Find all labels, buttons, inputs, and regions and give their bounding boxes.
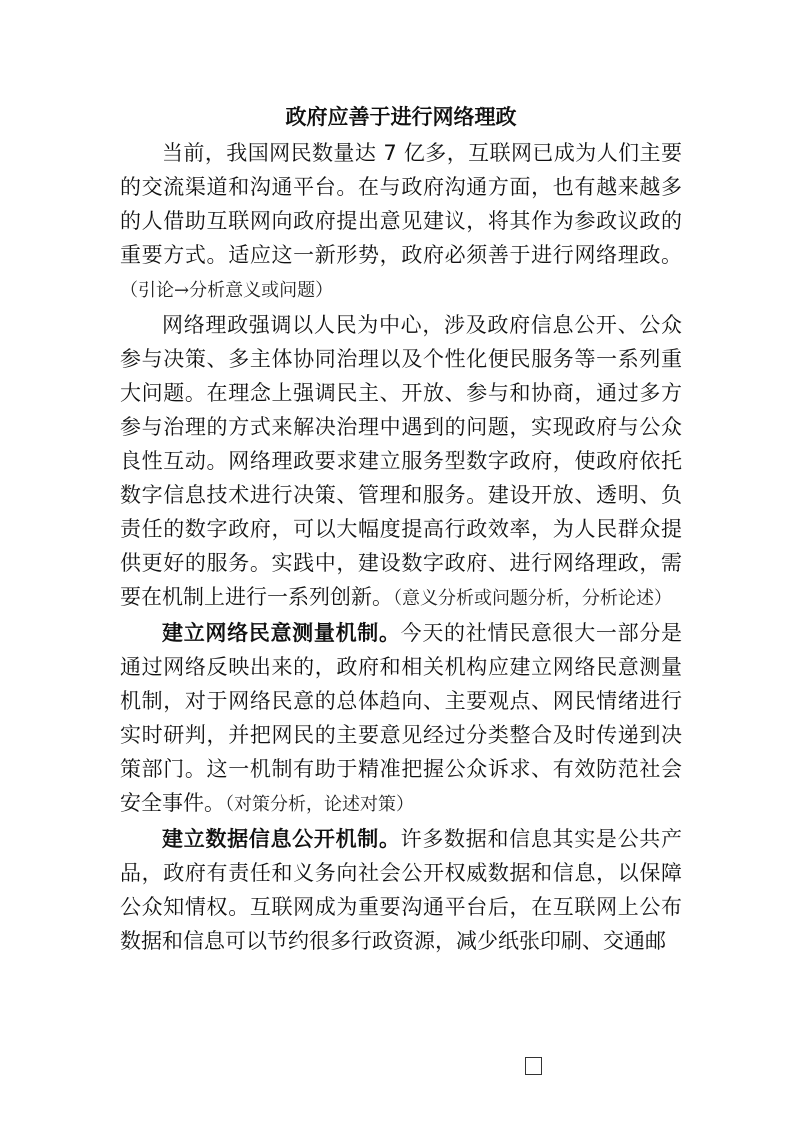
paragraph-text: 许多数据和信息其实是公共产品，政府有责任和义务向社会公开权威数据和信息，以保障公众知情权。互联网成为重要沟通平台后，在互联网上公布数据和信息可以节约很多行政资源，减少纸张印刷、交通邮	[120, 827, 683, 953]
paragraph-data-disclosure	[120, 822, 682, 958]
paragraph-lead: 建立数据信息公开机制。	[162, 827, 401, 851]
paragraph-opinion-mechanism	[120, 616, 682, 822]
annotation-note: （意义分析或问题分析，分析论述）	[393, 588, 672, 609]
paragraph-text: 今天的社情民意很大一部分是通过网络反映出来的，政府和相关机构应建立网络民意测量机制，对于网络民意的总体趋向、主要观点、网民情绪进行实时研判，并把网民的主要意见经过分类整合及时传递到决策部门。这一机制有助于精准把握公众诉求、有效防范社会安全事件。	[120, 621, 683, 815]
paragraph-text: 当前，我国网民数量达 7 亿多，互联网已成为人们主要的交流渠道和沟通平台。在与政府沟通方面，也有越来越多的人借助互联网向政府提出意见建议，将其作为参政议政的重要方式。适应这一新形势，政府必须善于进行网络理政。	[120, 141, 682, 267]
paragraph-intro	[120, 136, 682, 308]
document-page	[120, 100, 682, 958]
paragraph-analysis	[120, 308, 682, 616]
paragraph-lead: 建立网络民意测量机制。	[162, 621, 401, 645]
document-title: 政府应善于进行网络理政	[285, 105, 517, 129]
annotation-note: （引论→分析意义或问题）	[120, 280, 334, 301]
page-marker-box	[525, 1057, 542, 1075]
paragraph-text: 网络理政强调以人民为中心，涉及政府信息公开、公众参与决策、多主体协同治理以及个性化便民服务等一系列重大问题。在理念上强调民主、开放、参与和协商，通过多方参与治理的方式来解决治理中遇到的问题，实现政府与公众良性互动。网络理政要求建立服务型数字政府，使政府依托数字信息技术进行决策、管理和服务。建设开放、透明、负责任的数字政府，可以大幅度提高行政效率，为人民群众提供更好的服务。实践中，建设数字政府、进行网络理政，需要在机制上进行一系列创新。	[120, 313, 682, 609]
annotation-note: （对策分析，论述对策）	[225, 794, 414, 815]
